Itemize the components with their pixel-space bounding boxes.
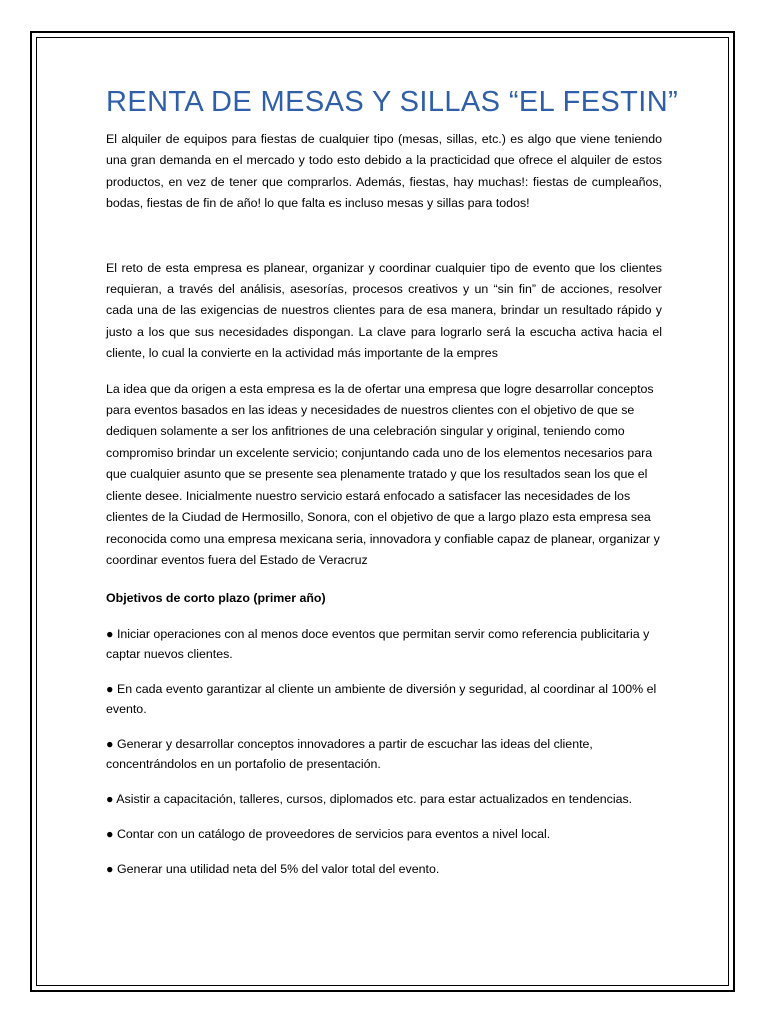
bullet-icon: ● <box>106 792 114 807</box>
objectives-heading: Objetivos de corto plazo (primer año) <box>106 591 326 606</box>
objective-text: Contar con un catálogo de proveedores de servicios para eventos a nivel local. <box>116 827 551 842</box>
list-item <box>106 789 662 809</box>
objective-text: Generar y desarrollar conceptos innovadores a partir de escuchar las ideas del cliente, concentrándolos en un portafolio de presentación. <box>106 737 593 772</box>
document-body <box>106 86 679 879</box>
objective-text: Generar una utilidad neta del 5% del valor total del evento. <box>116 862 440 877</box>
intro-paragraph: El alquiler de equipos para fiestas de cualquier tipo (mesas, sillas, etc.) es algo que viene teniendo una gran demanda en el mercado y todo esto debido a la practicidad que ofrece el alquiler de estos productos, en vez de tener que comprarlos. Además, fiestas, hay muchas!: fiestas de cumpleaños, bodas, fiestas de fin de año! lo que falta es incluso mesas y sillas para todos! <box>106 132 662 211</box>
document-title: RENTA DE MESAS Y SILLAS “EL FESTIN” <box>106 86 679 118</box>
objective-text: Iniciar operaciones con al menos doce eventos que permitan servir como referencia publicitaria y captar nuevos clientes. <box>106 627 650 662</box>
list-item <box>106 859 662 879</box>
bullet-icon: ● <box>106 627 114 642</box>
bullet-icon: ● <box>106 862 114 877</box>
objective-text: En cada evento garantizar al cliente un ambiente de diversión y seguridad, al coordinar al 100% el evento. <box>106 682 657 717</box>
objective-text: Asistir a capacitación, talleres, cursos, diplomados etc. para estar actualizados en tendencias. <box>116 792 633 807</box>
list-item <box>106 679 662 719</box>
list-item <box>106 824 662 844</box>
bullet-icon: ● <box>106 682 114 697</box>
challenge-paragraph: El reto de esta empresa es planear, organizar y coordinar cualquier tipo de evento que los clientes requieran, a través del análisis, asesorías, procesos creativos y un “sin fin” de acciones, resolver cada una de las exigencias de nuestros clientes para de esa manera, brindar un resultado rápido y justo a los que sus necesidades dispongan. La clave para lograrlo será la escucha activa hacia el cliente, lo cual la convierte en la actividad más importante de la empres <box>106 260 662 361</box>
idea-paragraph: La idea que da origen a esta empresa es la de ofertar una empresa que logre desarrollar conceptos para eventos basados en las ideas y necesidades de nuestros clientes con el objetivo de que se dediquen solamente a ser los anfitriones de una celebración singular y original, teniendo como compromiso brindar un excelente servicio; conjuntando cada uno de los elementos necesarios para que cualquier asunto que se presente sea plenamente tratado y que los resultados sean los que el cliente desee. Inicialmente nuestro servicio estará enfocado a satisfacer las necesidades de los clientes de la Ciudad de Hermosillo, Sonora, con el objetivo de que a largo plazo esta empresa sea reconocida como una empresa mexicana seria, innovadora y confiable capaz de planear, organizar y coordinar eventos fuera del Estado de Veracruz <box>106 381 660 567</box>
list-item <box>106 734 662 774</box>
list-item <box>106 624 662 664</box>
bullet-icon: ● <box>106 737 114 752</box>
bullet-icon: ● <box>106 827 114 842</box>
